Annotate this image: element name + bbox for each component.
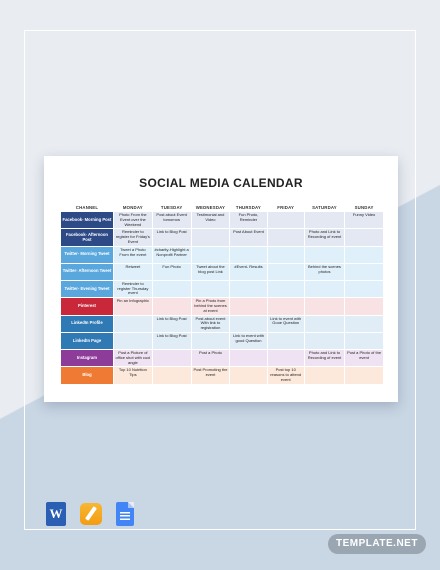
table-cell — [268, 350, 304, 366]
table-cell: Link to event with good Question — [230, 333, 266, 349]
channel-label: Twitter- Evening Tweet — [61, 281, 113, 297]
table-cell: Tweet about the blog post Link — [192, 264, 230, 280]
table-cell: Post top 10 reasons to attend event — [268, 367, 304, 383]
channel-label: Facebook- Morning Post — [61, 212, 113, 228]
table-cell — [268, 281, 304, 297]
table-cell: Post a Photo of the event — [345, 350, 383, 366]
table-cell — [345, 316, 383, 332]
table-cell: Post About Event — [230, 229, 266, 245]
table-cell — [305, 367, 344, 383]
table-cell: Post a Photo — [192, 350, 230, 366]
calendar-table — [60, 202, 384, 385]
table-cell: Photo and Link to Recording of event — [305, 350, 344, 366]
table-cell: Post Promoting the event — [192, 367, 230, 383]
table-cell — [192, 333, 230, 349]
template-net-watermark: TEMPLATE.NET — [328, 534, 426, 554]
table-cell: Testimonial and Video — [192, 212, 230, 228]
table-cell — [345, 298, 383, 314]
channel-label: Facebook- Afternoon Post — [61, 229, 113, 245]
channel-label: LinkedIn Page — [61, 333, 113, 349]
table-cell — [230, 367, 266, 383]
table-cell — [230, 247, 266, 263]
table-row — [61, 281, 383, 297]
channel-label: Twitter- Afternoon Tweet — [61, 264, 113, 280]
table-cell: Fun Photo, Reminder — [230, 212, 266, 228]
table-cell — [268, 212, 304, 228]
table-cell: Pin a Photo from behind the scenes at event — [192, 298, 230, 314]
table-cell — [305, 333, 344, 349]
column-header: TUESDAY — [160, 204, 183, 210]
table-cell: Link to Blog Post — [153, 333, 191, 349]
table-cell: Post a Picture of office shot with cool angle — [115, 349, 151, 365]
table-cell: Tweet a Photo From the event — [114, 247, 152, 263]
app-icons — [46, 502, 134, 526]
calendar-document — [44, 156, 398, 402]
table-row — [61, 229, 383, 245]
table-row — [61, 298, 383, 314]
table-cell — [153, 350, 191, 366]
column-header: CHANNEL — [75, 204, 99, 210]
table-cell: Post about Event tomorrow — [153, 212, 191, 228]
table-cell: Funny Video — [345, 212, 383, 228]
table-cell — [345, 247, 383, 263]
table-cell: Link to Blog Post — [153, 229, 191, 245]
table-cell — [230, 298, 266, 314]
column-header: WEDNESDAY — [195, 204, 226, 210]
channel-label: LinkedIn Profile — [61, 316, 113, 332]
table-cell — [114, 316, 152, 332]
table-cell — [268, 229, 304, 245]
column-header: MONDAY — [122, 204, 143, 210]
table-cell: #charity-Highlight a Nonprofit Partner — [153, 247, 191, 263]
word-icon[interactable]: W — [46, 502, 66, 526]
table-cell: Behind the scenes photos — [305, 264, 344, 280]
table-cell — [230, 350, 266, 366]
table-cell: Photo and Link to Recording of event — [305, 229, 344, 245]
table-cell — [192, 247, 230, 263]
table-cell — [192, 229, 230, 245]
table-cell — [268, 298, 304, 314]
pages-icon[interactable] — [80, 503, 102, 525]
table-row — [61, 264, 383, 280]
table-cell — [345, 333, 383, 349]
table-row — [61, 350, 383, 366]
column-header: THURSDAY — [235, 204, 261, 210]
table-cell — [345, 264, 383, 280]
table-cell — [114, 333, 152, 349]
table-cell — [192, 281, 230, 297]
table-cell — [345, 229, 383, 245]
table-cell — [305, 298, 344, 314]
table-cell — [230, 281, 266, 297]
table-cell — [305, 247, 344, 263]
document-title: SOCIAL MEDIA CALENDAR — [139, 176, 303, 190]
table-cell: Reminder to register for Friday's Event — [115, 229, 150, 244]
table-cell — [230, 316, 266, 332]
table-cell: #Event- Results — [230, 264, 266, 280]
table-row — [61, 212, 383, 228]
table-row — [61, 316, 383, 332]
table-cell: Link to Blog Post — [153, 316, 191, 332]
channel-label: Instagram — [61, 350, 113, 366]
table-cell: Post about event With link to registration — [192, 316, 230, 332]
table-cell — [345, 281, 383, 297]
column-header: FRIDAY — [277, 204, 295, 210]
table-cell — [268, 247, 304, 263]
table-cell — [153, 367, 191, 383]
table-cell: Reminder to register Thursday event — [114, 281, 152, 297]
table-cell — [268, 264, 304, 280]
table-cell: Pin an Infographic — [114, 298, 152, 314]
table-cell — [305, 212, 344, 228]
table-cell: Retweet — [114, 264, 152, 280]
column-header: SATURDAY — [312, 204, 337, 210]
table-cell — [153, 298, 191, 314]
table-cell — [268, 333, 304, 349]
channel-label: Pinterest — [61, 298, 113, 314]
table-cell — [305, 316, 344, 332]
table-cell: Top 10 Nutrition Tips — [114, 367, 152, 383]
google-docs-icon[interactable] — [116, 502, 134, 526]
table-cell: Photo From the Event over the Weekend — [114, 212, 152, 228]
table-cell — [153, 281, 191, 297]
column-header: SUNDAY — [354, 204, 374, 210]
channel-label: Twitter- Morning Tweet — [61, 247, 113, 263]
table-row — [61, 333, 383, 349]
table-cell — [305, 281, 344, 297]
table-row — [61, 367, 383, 383]
channel-label: Blog — [61, 367, 113, 383]
table-cell — [345, 367, 383, 383]
table-cell: Fun Photo — [153, 264, 191, 280]
table-header-row — [61, 203, 383, 211]
table-row — [61, 247, 383, 263]
table-cell: Link to event with Gooe Question — [268, 316, 304, 332]
